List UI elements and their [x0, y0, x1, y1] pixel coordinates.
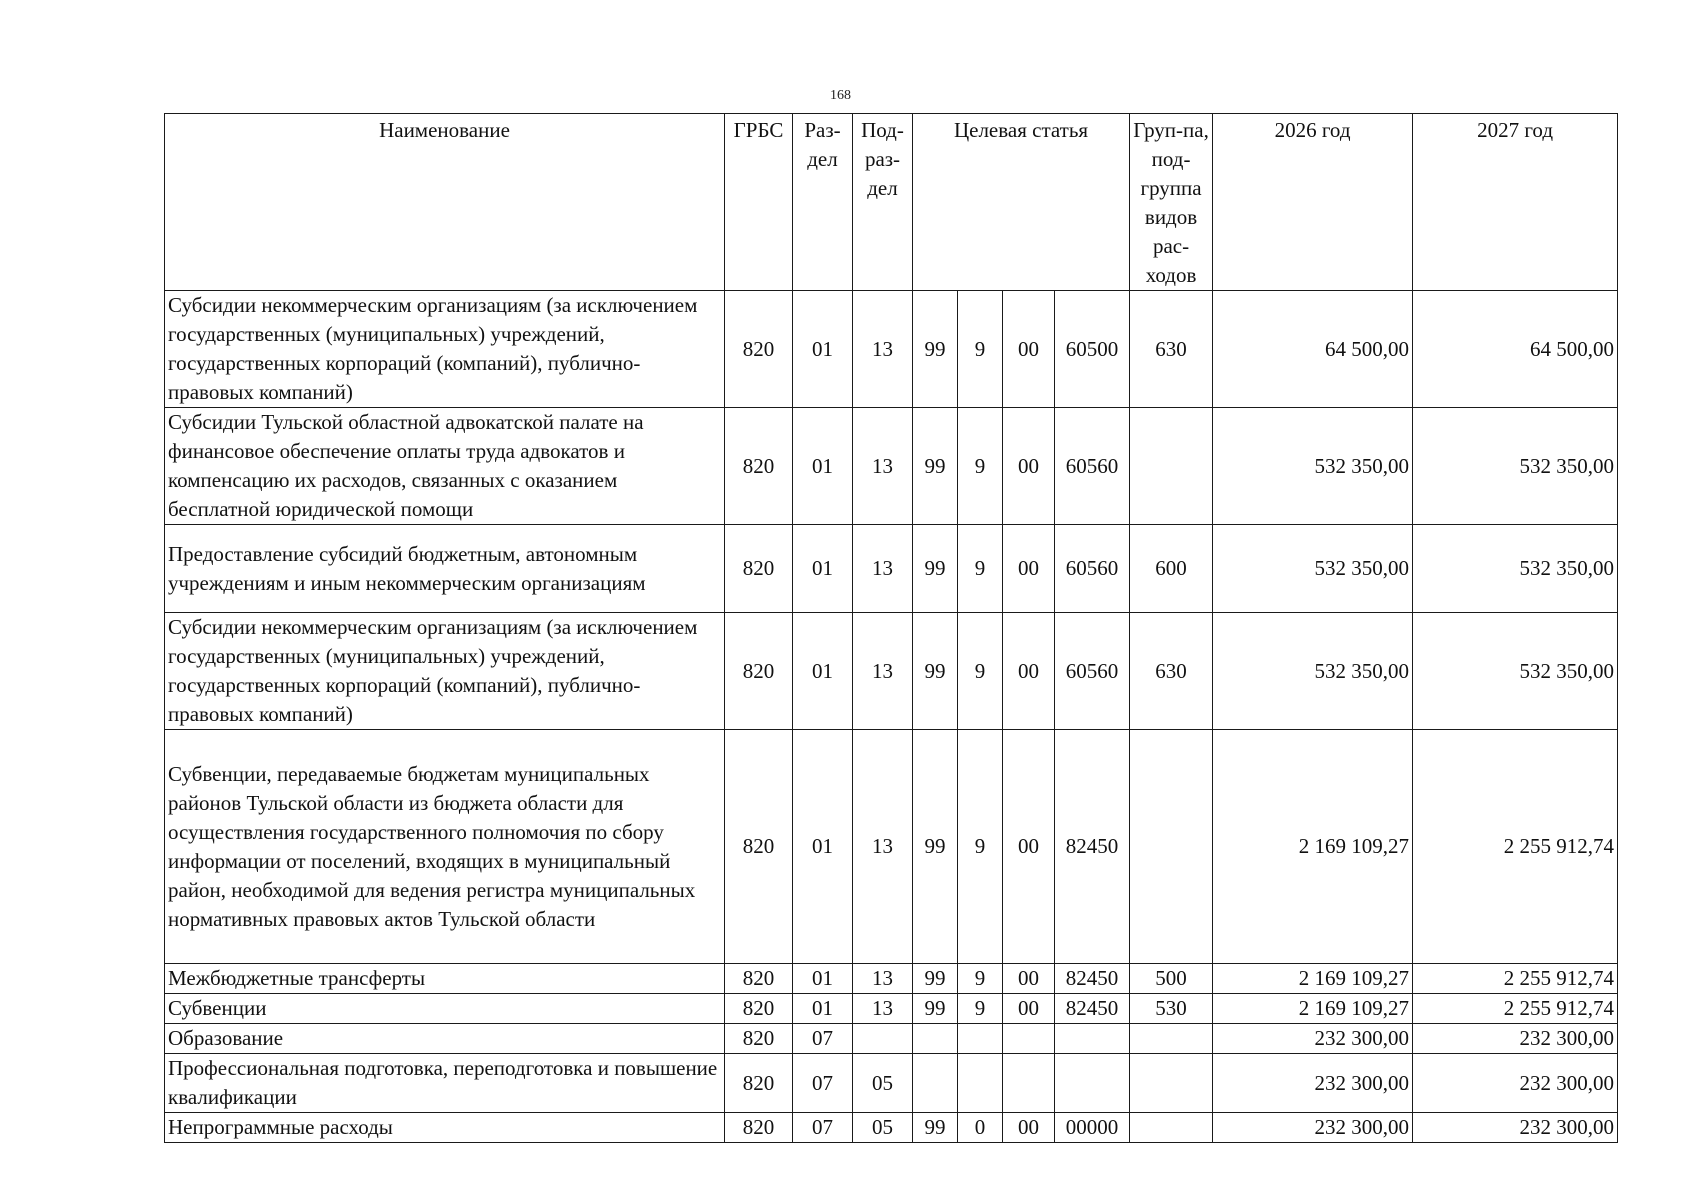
table-cell-cs-program: 99 [913, 1113, 958, 1143]
table-cell-cs-program: 99 [913, 994, 958, 1024]
table-header-row [165, 114, 1618, 291]
table-cell-name: Образование [165, 1024, 725, 1054]
header-razdel: Раз-дел [793, 114, 853, 291]
table-cell-razdel: 07 [793, 1054, 853, 1113]
header-podrazdel: Под-раз-дел [853, 114, 913, 291]
table-cell-cs-type: 9 [958, 613, 1003, 730]
table-row [165, 994, 1618, 1024]
table-cell-cs-direction: 60560 [1055, 525, 1130, 613]
table-cell-cs-direction [1055, 1054, 1130, 1113]
table-cell-podrazdel [853, 1024, 913, 1054]
table-cell-2026: 532 350,00 [1213, 525, 1413, 613]
table-cell-razdel: 01 [793, 613, 853, 730]
table-cell-vid-rashodov: 530 [1130, 994, 1213, 1024]
table-row [165, 291, 1618, 408]
table-cell-podrazdel: 13 [853, 613, 913, 730]
table-row [165, 1024, 1618, 1054]
table-cell-name: Субсидии некоммерческим организациям (за исключением государственных (муниципальных) учреждений, государственных корпораций (компаний), публично-правовых компаний) [165, 613, 725, 730]
table-cell-cs-type [958, 1024, 1003, 1054]
table-cell-2026: 532 350,00 [1213, 408, 1413, 525]
table-cell-grbs: 820 [725, 525, 793, 613]
table-cell-cs-type: 9 [958, 291, 1003, 408]
table-cell-vid-rashodov: 630 [1130, 613, 1213, 730]
table-cell-2027: 232 300,00 [1413, 1024, 1618, 1054]
table-cell-2026: 232 300,00 [1213, 1024, 1413, 1054]
table-cell-name: Предоставление субсидий бюджетным, автономным учреждениям и иным некоммерческим организациям [165, 525, 725, 613]
table-cell-podrazdel: 13 [853, 291, 913, 408]
table-cell-razdel: 01 [793, 291, 853, 408]
table-cell-vid-rashodov [1130, 1113, 1213, 1143]
header-2026: 2026 год [1213, 114, 1413, 291]
table-cell-razdel: 01 [793, 730, 853, 964]
table-cell-podrazdel: 13 [853, 964, 913, 994]
table-row [165, 1054, 1618, 1113]
table-cell-2027: 532 350,00 [1413, 408, 1618, 525]
table-cell-vid-rashodov: 500 [1130, 964, 1213, 994]
table-cell-cs-direction: 82450 [1055, 730, 1130, 964]
table-cell-2027: 532 350,00 [1413, 525, 1618, 613]
table-cell-grbs: 820 [725, 964, 793, 994]
table-cell-razdel: 07 [793, 1024, 853, 1054]
table-cell-cs-program: 99 [913, 730, 958, 964]
table-cell-name: Межбюджетные трансферты [165, 964, 725, 994]
table-cell-cs-event [1003, 1054, 1055, 1113]
table-cell-razdel: 01 [793, 408, 853, 525]
table-cell-razdel: 01 [793, 964, 853, 994]
table-cell-cs-direction: 60500 [1055, 291, 1130, 408]
table-cell-cs-event: 00 [1003, 408, 1055, 525]
table-cell-2027: 64 500,00 [1413, 291, 1618, 408]
table-cell-cs-event: 00 [1003, 994, 1055, 1024]
table-cell-cs-direction: 60560 [1055, 408, 1130, 525]
table-cell-cs-event: 00 [1003, 613, 1055, 730]
table-cell-vid-rashodov: 600 [1130, 525, 1213, 613]
table-cell-razdel: 01 [793, 525, 853, 613]
table-cell-cs-program: 99 [913, 525, 958, 613]
table-cell-vid-rashodov [1130, 408, 1213, 525]
table-cell-vid-rashodov [1130, 730, 1213, 964]
table-cell-name: Субсидии некоммерческим организациям (за исключением государственных (муниципальных) учреждений, государственных корпораций (компаний), публично-правовых компаний) [165, 291, 725, 408]
table-cell-cs-direction [1055, 1024, 1130, 1054]
table-cell-cs-type: 0 [958, 1113, 1003, 1143]
table-cell-cs-type [958, 1054, 1003, 1113]
page-number: 168 [830, 88, 851, 103]
table-cell-2027: 532 350,00 [1413, 613, 1618, 730]
table-cell-2026: 2 169 109,27 [1213, 730, 1413, 964]
table-cell-cs-event [1003, 1024, 1055, 1054]
table-cell-name: Профессиональная подготовка, переподготовка и повышение квалификации [165, 1054, 725, 1113]
table-cell-2026: 2 169 109,27 [1213, 964, 1413, 994]
header-2027: 2027 год [1413, 114, 1618, 291]
table-cell-name: Субвенции, передаваемые бюджетам муниципальных районов Тульской области из бюджета области для осуществления государственного полномочия по сбору информации от поселений, входящих в муниципальный район, необходимой для ведения регистра муниципальных нормативных правовых актов Тульской области [165, 730, 725, 964]
table-cell-grbs: 820 [725, 1024, 793, 1054]
table-cell-grbs: 820 [725, 730, 793, 964]
header-name: Наименование [165, 114, 725, 291]
table-cell-cs-type: 9 [958, 994, 1003, 1024]
table-cell-cs-program: 99 [913, 408, 958, 525]
header-gruppa-vidov: Груп-па, под-группа видов рас-ходов [1130, 114, 1213, 291]
table-cell-cs-type: 9 [958, 525, 1003, 613]
table-row [165, 525, 1618, 613]
table-cell-podrazdel: 05 [853, 1054, 913, 1113]
table-cell-podrazdel: 13 [853, 525, 913, 613]
table-cell-cs-type: 9 [958, 730, 1003, 964]
budget-table [164, 113, 1618, 1143]
table-row [165, 964, 1618, 994]
table-cell-vid-rashodov [1130, 1024, 1213, 1054]
header-celevaya-statya: Целевая статья [913, 114, 1130, 291]
table-cell-cs-program: 99 [913, 613, 958, 730]
table-cell-2027: 232 300,00 [1413, 1113, 1618, 1143]
table-cell-cs-direction: 60560 [1055, 613, 1130, 730]
table-cell-2027: 2 255 912,74 [1413, 964, 1618, 994]
header-grbs: ГРБС [725, 114, 793, 291]
table-cell-grbs: 820 [725, 408, 793, 525]
table-cell-cs-event: 00 [1003, 964, 1055, 994]
table-cell-cs-program [913, 1024, 958, 1054]
table-cell-name: Непрограммные расходы [165, 1113, 725, 1143]
table-cell-2026: 532 350,00 [1213, 613, 1413, 730]
table-cell-cs-program: 99 [913, 291, 958, 408]
table-cell-cs-program [913, 1054, 958, 1113]
table-cell-razdel: 01 [793, 994, 853, 1024]
table-cell-vid-rashodov: 630 [1130, 291, 1213, 408]
table-row [165, 613, 1618, 730]
table-cell-2027: 2 255 912,74 [1413, 730, 1618, 964]
table-cell-2026: 232 300,00 [1213, 1054, 1413, 1113]
table-cell-podrazdel: 13 [853, 408, 913, 525]
table-cell-vid-rashodov [1130, 1054, 1213, 1113]
table-cell-cs-direction: 00000 [1055, 1113, 1130, 1143]
table-cell-cs-type: 9 [958, 408, 1003, 525]
table-cell-cs-type: 9 [958, 964, 1003, 994]
table-cell-2027: 232 300,00 [1413, 1054, 1618, 1113]
table-cell-cs-event: 00 [1003, 291, 1055, 408]
table-cell-cs-direction: 82450 [1055, 964, 1130, 994]
table-cell-podrazdel: 13 [853, 994, 913, 1024]
table-cell-grbs: 820 [725, 1113, 793, 1143]
table-cell-grbs: 820 [725, 291, 793, 408]
table-cell-2026: 2 169 109,27 [1213, 994, 1413, 1024]
table-row [165, 1113, 1618, 1143]
table-cell-podrazdel: 05 [853, 1113, 913, 1143]
table-cell-razdel: 07 [793, 1113, 853, 1143]
table-cell-cs-event: 00 [1003, 525, 1055, 613]
table-cell-grbs: 820 [725, 613, 793, 730]
table-cell-name: Субсидии Тульской областной адвокатской палате на финансовое обеспечение оплаты труда адвокатов и компенсацию их расходов, связанных с оказанием бесплатной юридической помощи [165, 408, 725, 525]
table-row [165, 408, 1618, 525]
table-cell-cs-program: 99 [913, 964, 958, 994]
table-cell-grbs: 820 [725, 1054, 793, 1113]
table-cell-2027: 2 255 912,74 [1413, 994, 1618, 1024]
table-cell-grbs: 820 [725, 994, 793, 1024]
table-cell-cs-event: 00 [1003, 1113, 1055, 1143]
table-cell-2026: 64 500,00 [1213, 291, 1413, 408]
table-cell-cs-event: 00 [1003, 730, 1055, 964]
table-cell-podrazdel: 13 [853, 730, 913, 964]
table-cell-cs-direction: 82450 [1055, 994, 1130, 1024]
table-cell-name: Субвенции [165, 994, 725, 1024]
table-row [165, 730, 1618, 964]
table-cell-2026: 232 300,00 [1213, 1113, 1413, 1143]
